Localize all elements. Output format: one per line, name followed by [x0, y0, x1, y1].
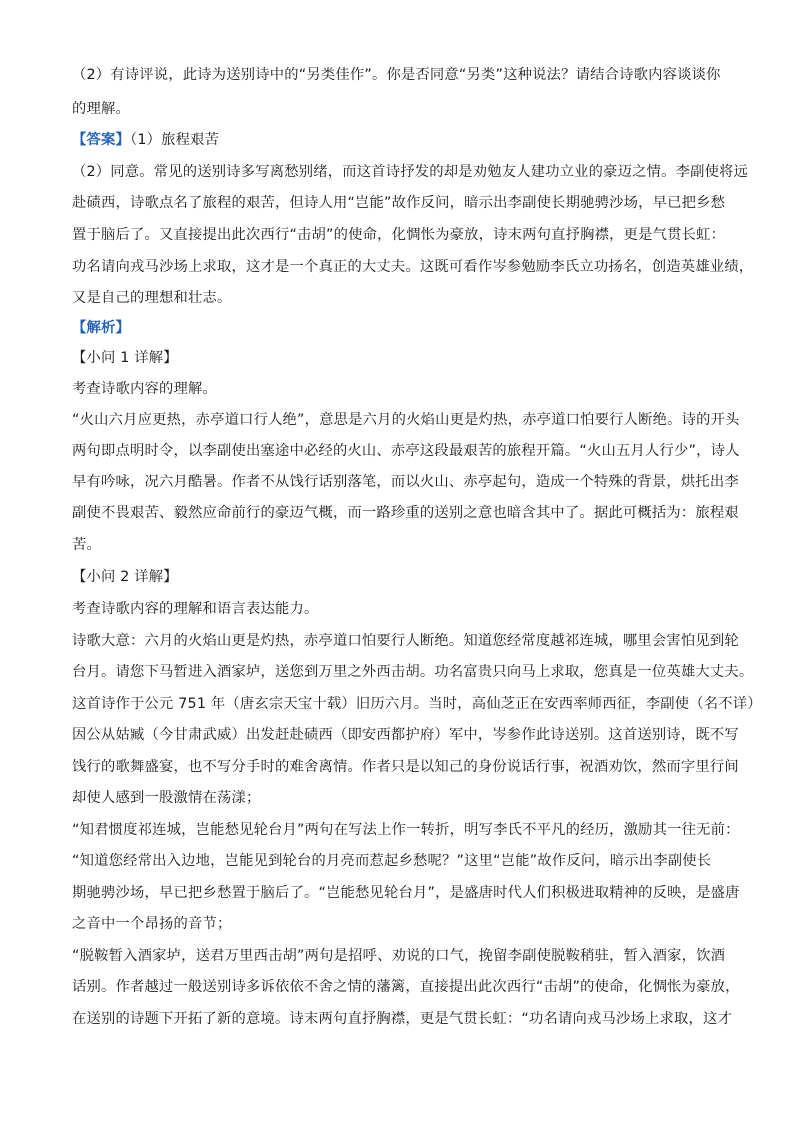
question-line: （2）有诗评说，此诗为送别诗中的“另类佳作”。你是否同意“另类”这种说法？请结合诗歌内容谈谈你 — [72, 67, 721, 83]
sub2-line: 期驰骋沙场，早已把乡愁置于脑后了。“岂能愁见轮台月”，是盛唐时代人们积极进取精神的反映，是盛唐 — [72, 885, 740, 901]
answer-line: 置于脑后了。又直接提出此次西行“击胡”的使命，化惆怅为豪放，诗末两句直抒胸襟，更是气贯长虹： — [72, 227, 726, 243]
answer-line: 功名请向戎马沙场上求取，这才是一个真正的大丈夫。这既可看作岑参勉励李氏立功扬名，创造英雄业绩， — [72, 259, 754, 275]
sub2-line: “知道您经常出入边地，岂能见到轮台的月亮而惹起乡愁呢？”这里“岂能”故作反问，暗示出李副使长 — [72, 853, 712, 869]
answer-part-1: （1）旅程艰苦 — [130, 132, 220, 148]
sub2-heading: 【小问 2 详解】 — [72, 569, 178, 585]
sub2-line: “脱鞍暂入酒家垆，送君万里西击胡”两句是招呼、劝说的口气，挽留李副使脱鞍稍驻，暂入酒家，饮酒 — [72, 948, 726, 964]
answer-line: 又是自己的理想和壮志。 — [72, 290, 232, 306]
sub1-line: 两句即点明时令，以李副使出塞途中必经的火山、赤亭这段最艰苦的旅程开篇。“火山五月人行少”，诗人 — [72, 443, 740, 459]
sub2-line: “知君惯度祁连城，岂能愁见轮台月”两句在写法上作一转折，明写李氏不平凡的经历，激励其一往无前： — [72, 822, 740, 838]
sub2-line: 因公从姑臧（今甘肃武威）出发赶赴碛西（即安西都护府）军中，岑参作此诗送别。这首送别诗，既不写 — [72, 727, 739, 743]
sub2-line: 饯行的歌舞盛宴，也不写分手时的难舍离情。作者只是以知己的身份说话行事，祝酒劝饮，然而字里行间 — [72, 759, 739, 775]
sub1-line: “火山六月应更热，赤亭道口行人绝”，意思是六月的火焰山更是灼热，赤亭道口怕要行人断绝。诗的开头 — [72, 412, 740, 428]
sub2-line: 诗歌大意：六月的火焰山更是灼热，赤亭道口怕要行人断绝。知道您经常度越祁连城，哪里会害怕见到轮 — [72, 633, 739, 649]
sub1-heading: 【小问 1 详解】 — [72, 350, 178, 366]
answer-line: （2）同意。常见的送别诗多写离愁别绪，而这首诗抒发的却是劝勉友人建功立业的豪迈之情。李副使将远 — [72, 164, 749, 180]
answer-heading — [72, 130, 219, 150]
answer-label: 【答案】 — [72, 132, 130, 148]
sub2-line: 却使人感到一股激情在荡漾； — [72, 790, 261, 806]
sub1-line: 副使不畏艰苦、毅然应命前行的豪迈气概，而一路珍重的送别之意也暗含其中了。据此可概括为：旅程艰 — [72, 505, 739, 521]
analysis-label: 【解析】 — [72, 320, 130, 336]
sub2-line: 在送别的诗题下开拓了新的意境。诗末两句直抒胸襟，更是气贯长虹：“功名请向戎马沙场上求取，这才 — [72, 1011, 732, 1027]
sub2-line: 这首诗作于公元 751 年（唐玄宗天宝十载）旧历六月。当时，高仙芝正在安西率师西征，李副使（名不详） — [72, 696, 762, 712]
sub2-line: 台月。请您下马暂进入酒家垆，送您到万里之外西击胡。功名富贵只向马上求取，您真是一位英雄大丈夫。 — [72, 664, 754, 680]
sub2-line: 考查诗歌内容的理解和语言表达能力。 — [72, 601, 319, 617]
sub2-line: 之音中一个昂扬的音节； — [72, 916, 232, 932]
answer-line: 赴碛西，诗歌点名了旅程的艰苦，但诗人用“岂能”故作反问，暗示出李副使长期驰骋沙场，早已把乡愁 — [72, 195, 726, 211]
sub2-line: 话别。作者越过一般送别诗多诉依依不舍之情的藩篱，直接提出此次西行“击胡”的使命，化惆怅为豪放， — [72, 979, 740, 995]
question-line: 的理解。 — [72, 101, 130, 117]
sub1-line: 考查诗歌内容的理解。 — [72, 381, 217, 397]
sub1-line: 早有吟咏，况六月酷暑。作者不从饯行话别落笔，而以火山、赤亭起句，造成一个特殊的背景，烘托出李 — [72, 474, 739, 490]
sub1-line: 苦。 — [72, 537, 101, 553]
